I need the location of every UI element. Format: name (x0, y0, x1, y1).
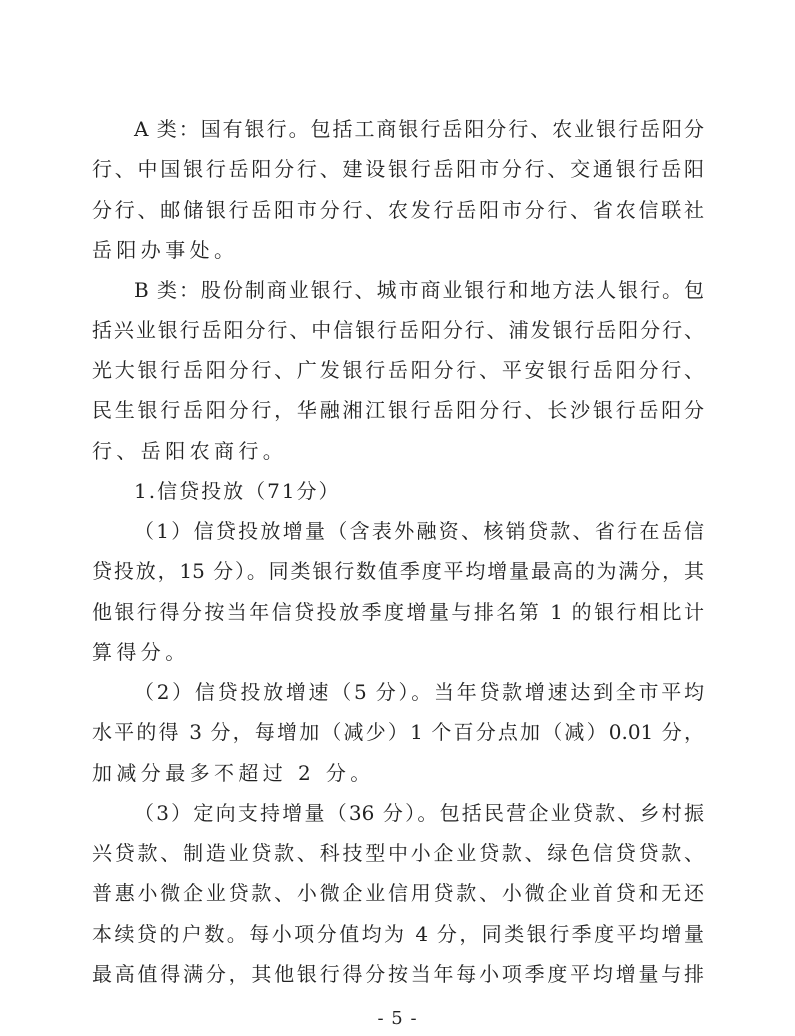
text-line: 岳阳办事处。 (92, 238, 239, 262)
page-number: - 5 - (377, 1008, 418, 1029)
text-line: 民生银行岳阳分行，华融湘江银行岳阳分行、长沙银行岳阳分 (92, 398, 704, 422)
text-line: 普惠小微企业贷款、小微企业信用贷款、小微企业首贷和无还 (92, 881, 704, 905)
text-line: 最高值得满分，其他银行得分按当年每小项季度平均增量与排 (92, 962, 704, 986)
section-heading: 1.信贷投放（71分） (134, 479, 341, 503)
text-line: 水平的得 3 分，每增加（减少）1 个百分点加（减）0.01 分， (92, 720, 704, 744)
text-line: （2）信贷投放增速（5 分）。当年贷款增速达到全市平均 (134, 680, 704, 704)
text-line: 兴贷款、制造业贷款、科技型中小企业贷款、绿色信贷贷款、 (92, 841, 704, 865)
text-line: （1）信贷投放增量（含表外融资、核销贷款、省行在岳信 (134, 519, 704, 543)
text-line: 行、中国银行岳阳分行、建设银行岳阳市分行、交通银行岳阳 (92, 157, 704, 181)
text-line: 光大银行岳阳分行、广发银行岳阳分行、平安银行岳阳分行、 (92, 358, 704, 382)
text-line: A 类：国有银行。包括工商银行岳阳分行、农业银行岳阳分 (134, 117, 704, 141)
text-line: 贷投放，15 分）。同类银行数值季度平均增量最高的为满分，其 (92, 559, 704, 583)
text-line: B 类：股份制商业银行、城市商业银行和地方法人银行。包 (134, 278, 704, 302)
text-line: 分行、邮储银行岳阳市分行、农发行岳阳市分行、省农信联社 (92, 198, 704, 222)
text-line: 括兴业银行岳阳分行、中信银行岳阳分行、浦发银行岳阳分行、 (92, 318, 704, 342)
text-line: 本续贷的户数。每小项分值均为 4 分，同类银行季度平均增量 (92, 922, 704, 946)
text-line: 加减分最多不超过 2 分。 (92, 761, 375, 785)
text-line: （3）定向支持增量（36 分）。包括民营企业贷款、乡村振 (134, 801, 704, 825)
text-line: 算得分。 (92, 640, 190, 664)
text-line: 行、岳阳农商行。 (92, 439, 288, 463)
text-line: 他银行得分按当年信贷投放季度增量与排名第 1 的银行相比计 (92, 600, 704, 624)
